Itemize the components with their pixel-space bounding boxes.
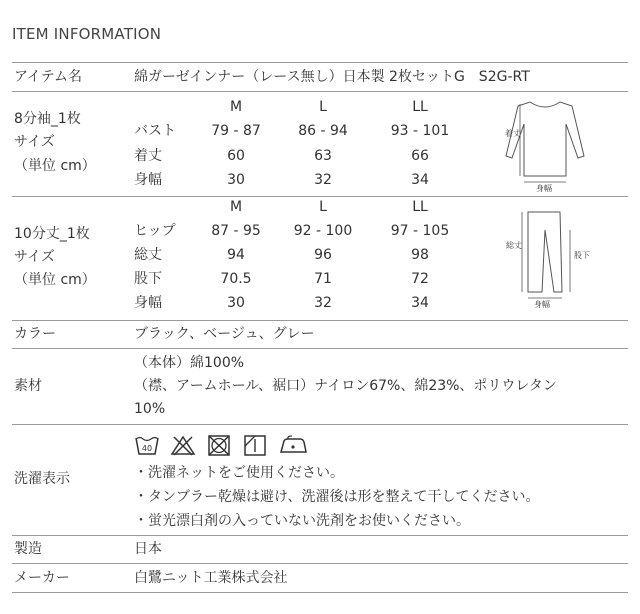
measure-name: 身幅 <box>134 295 162 311</box>
top-size-label-line: サイズ <box>14 134 55 150</box>
wash-40-icon <box>134 434 160 456</box>
measure-value: 87 - 95 <box>211 223 261 239</box>
measure-value: 79 - 87 <box>211 123 261 139</box>
measure-value: 70.5 <box>220 271 252 287</box>
diagram-label: 総丈 <box>506 241 522 250</box>
material-line: （本体）綿100% <box>134 355 245 371</box>
color-value: ブラック、ベージュ、グレー <box>134 326 315 342</box>
measure-name: ヒップ <box>134 223 176 239</box>
bottom-size-label-line: サイズ <box>14 249 55 265</box>
washing-note: ・洗濯ネットをご使用ください。 <box>134 465 344 481</box>
measure-value: 92 - 100 <box>293 223 353 239</box>
measure-value: 32 <box>314 172 332 188</box>
measure-value: 97 - 105 <box>390 223 450 239</box>
divider <box>12 535 628 536</box>
made-in-label: 製造 <box>14 541 42 557</box>
color-label: カラー <box>14 326 56 342</box>
measure-value: 72 <box>411 271 429 287</box>
diagram-label: 身幅 <box>536 184 552 192</box>
size-header-ll: LL <box>412 99 428 115</box>
measure-value: 30 <box>227 295 245 311</box>
no-tumble-dry-icon <box>206 434 232 456</box>
size-header-l: L <box>319 99 327 115</box>
divider <box>12 62 628 63</box>
line-dry-shade-icon <box>242 434 268 456</box>
top-garment-diagram <box>500 96 590 192</box>
size-header-ll: LL <box>412 199 428 215</box>
page-title: ITEM INFORMATION <box>12 25 162 43</box>
measure-value: 86 - 94 <box>298 123 348 139</box>
measure-name: 股下 <box>134 271 162 287</box>
care-icons <box>134 434 308 456</box>
measure-value: 30 <box>227 172 245 188</box>
divider <box>12 563 628 564</box>
bottom-garment-diagram <box>500 204 600 308</box>
iron-low-icon <box>278 434 308 456</box>
size-header-m: M <box>229 99 243 115</box>
top-size-label-line: （単位 cm） <box>14 158 96 174</box>
material-label: 素材 <box>14 378 42 394</box>
material-line: （襟、アームホール、裾口）ナイロン67%、綿23%、ポリウレタン <box>134 378 557 394</box>
item-name-value: 綿ガーゼインナー（レース無し）日本製 2枚セットG S2G-RT <box>134 69 530 85</box>
measure-value: 71 <box>314 271 332 287</box>
washing-note: ・タンブラー乾燥は避け、洗濯後は形を整えて干してください。 <box>134 489 540 505</box>
measure-value: 93 - 101 <box>390 123 450 139</box>
item-name-label: アイテム名 <box>14 69 83 85</box>
measure-name: 着丈 <box>134 148 162 164</box>
svg-text:40: 40 <box>141 444 153 453</box>
measure-value: 34 <box>411 295 429 311</box>
measure-name: バスト <box>134 123 176 139</box>
measure-value: 34 <box>411 172 429 188</box>
measure-value: 66 <box>411 148 429 164</box>
no-bleach-icon <box>170 434 196 456</box>
top-size-label-line: 8分袖_1枚 <box>14 111 81 127</box>
material-line: 10% <box>134 401 166 417</box>
divider <box>12 91 628 92</box>
diagram-label: 股下 <box>574 251 590 260</box>
measure-name: 総丈 <box>134 247 162 263</box>
divider <box>12 424 628 425</box>
bottom-size-label-line: 10分丈_1枚 <box>14 226 90 242</box>
diagram-label: 身幅 <box>534 300 550 308</box>
size-header-l: L <box>319 199 327 215</box>
divider <box>12 320 628 321</box>
maker-label: メーカー <box>14 570 70 586</box>
divider <box>12 592 628 593</box>
divider <box>12 348 628 349</box>
measure-value: 98 <box>411 247 429 263</box>
maker-value: 白鷺ニット工業株式会社 <box>134 570 288 586</box>
diagram-label: 着丈 <box>505 129 521 138</box>
measure-value: 32 <box>314 295 332 311</box>
bottom-size-label-line: （単位 cm） <box>14 272 96 288</box>
measure-value: 96 <box>314 247 332 263</box>
washing-label: 洗濯表示 <box>14 471 70 487</box>
made-in-value: 日本 <box>134 541 162 557</box>
washing-note: ・蛍光漂白剤の入っていない洗剤をお使いください。 <box>134 513 470 529</box>
size-header-m: M <box>229 199 243 215</box>
measure-value: 63 <box>314 148 332 164</box>
measure-value: 94 <box>227 247 245 263</box>
measure-name: 身幅 <box>134 172 162 188</box>
measure-value: 60 <box>227 148 245 164</box>
